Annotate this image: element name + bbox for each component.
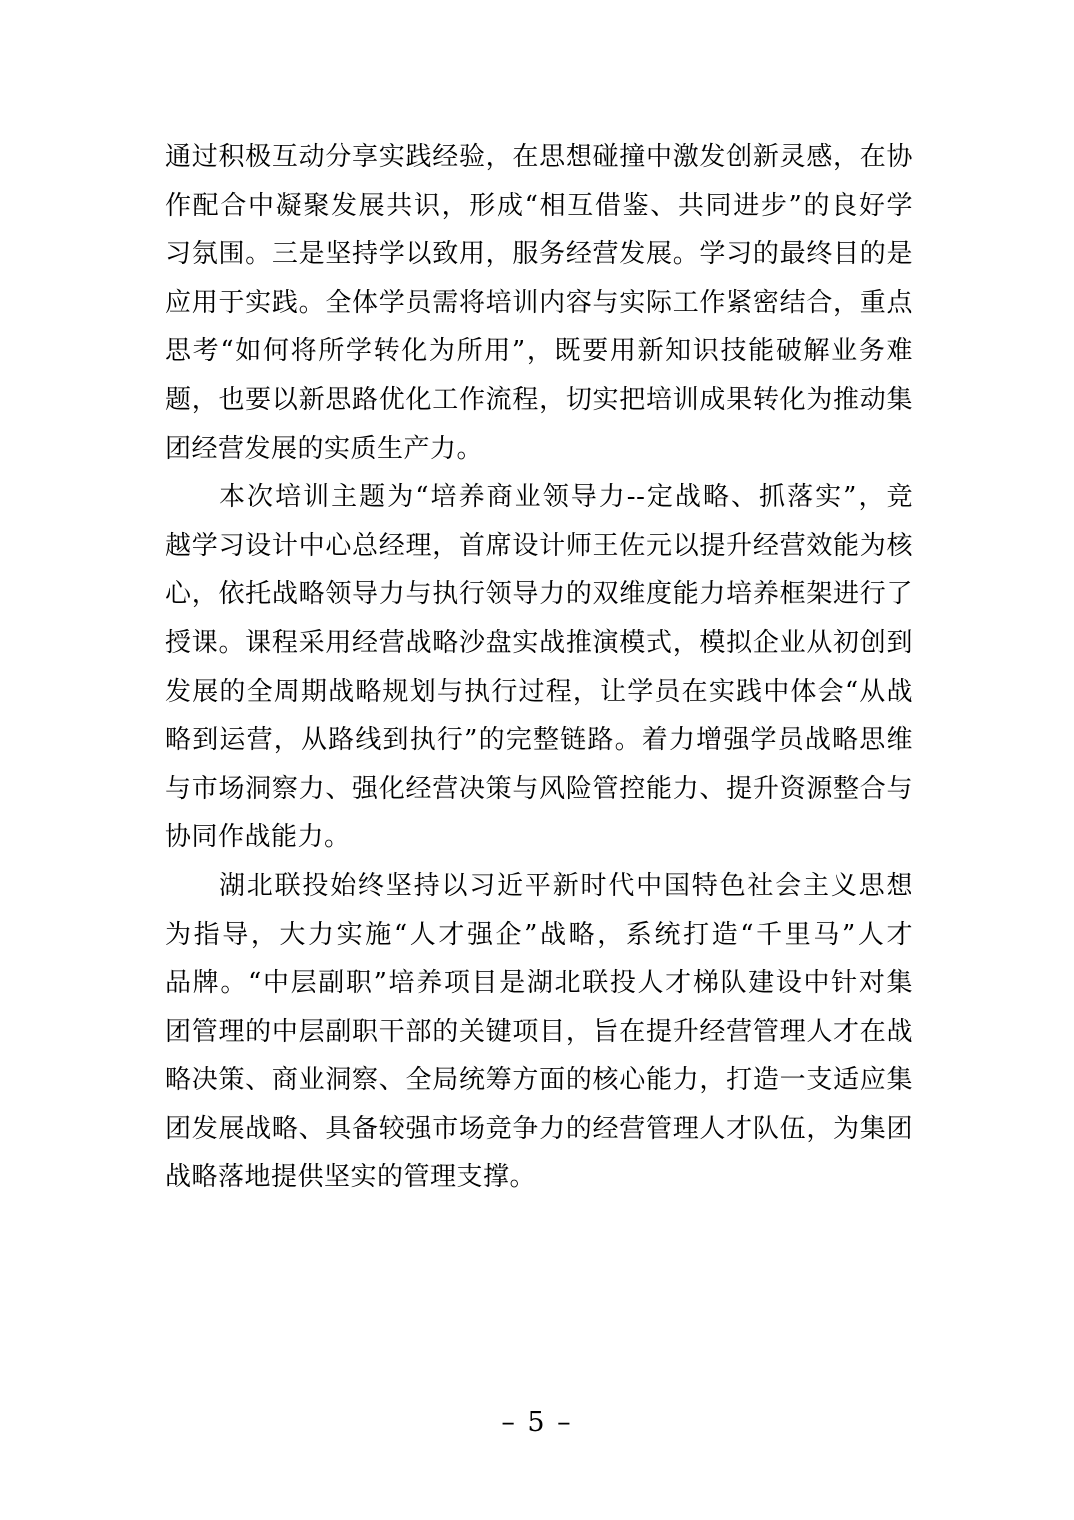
- text-line: 品牌。“中层副职”培养项目是湖北联投人才梯队建设中针对集: [165, 968, 913, 999]
- text-line: 越学习设计中心总经理，首席设计师王佐元以提升经营效能为核: [165, 530, 913, 561]
- text-line: 心，依托战略领导力与执行领导力的双维度能力培养框架进行了: [165, 579, 913, 610]
- text-line: 思考“如何将所学转化为所用”，既要用新知识技能破解业务难: [165, 336, 913, 367]
- text-line: 题，也要以新思路优化工作流程，切实把培训成果转化为推动集: [165, 384, 913, 415]
- paragraph: [165, 133, 913, 473]
- paragraph: [165, 473, 913, 862]
- text-line: 为指导，大力实施“人才强企”战略，系统打造“千里马”人才: [165, 919, 913, 950]
- text-line: 作配合中凝聚发展共识，形成“相互借鉴、共同进步”的良好学: [165, 190, 913, 221]
- text-line: 略到运营，从路线到执行”的完整链路。着力增强学员战略思维: [165, 725, 913, 756]
- text-line: 本次培训主题为“培养商业领导力--定战略、抓落实”，竞: [219, 482, 913, 513]
- text-line: 授课。课程采用经营战略沙盘实战推演模式，模拟企业从初创到: [165, 627, 913, 658]
- page-number: – 5 –: [501, 1407, 573, 1438]
- text-line: 团发展战略、具备较强市场竞争力的经营管理人才队伍，为集团: [165, 1113, 913, 1144]
- text-line: 习氛围。三是坚持学以致用，服务经营发展。学习的最终目的是: [165, 239, 913, 270]
- text-line: 通过积极互动分享实践经验，在思想碰撞中激发创新灵感，在协: [165, 142, 913, 172]
- text-line: 应用于实践。全体学员需将培训内容与实际工作紧密结合，重点: [165, 287, 913, 318]
- paragraph: [165, 862, 913, 1202]
- text-line: 团经营发展的实质生产力。: [165, 433, 484, 464]
- text-line: 略决策、商业洞察、全局统筹方面的核心能力，打造一支适应集: [165, 1065, 913, 1096]
- text-line: 发展的全周期战略规划与执行过程，让学员在实践中体会“从战: [165, 676, 913, 707]
- text-line: 协同作战能力。: [165, 822, 351, 853]
- text-line: 战略落地提供坚实的管理支撑。: [165, 1162, 537, 1193]
- body-text: [165, 133, 913, 1202]
- text-line: 湖北联投始终坚持以习近平新时代中国特色社会主义思想: [219, 870, 913, 901]
- text-line: 与市场洞察力、强化经营决策与风险管控能力、提升资源整合与: [165, 773, 913, 804]
- text-line: 团管理的中层副职干部的关键项目，旨在提升经营管理人才在战: [165, 1016, 913, 1047]
